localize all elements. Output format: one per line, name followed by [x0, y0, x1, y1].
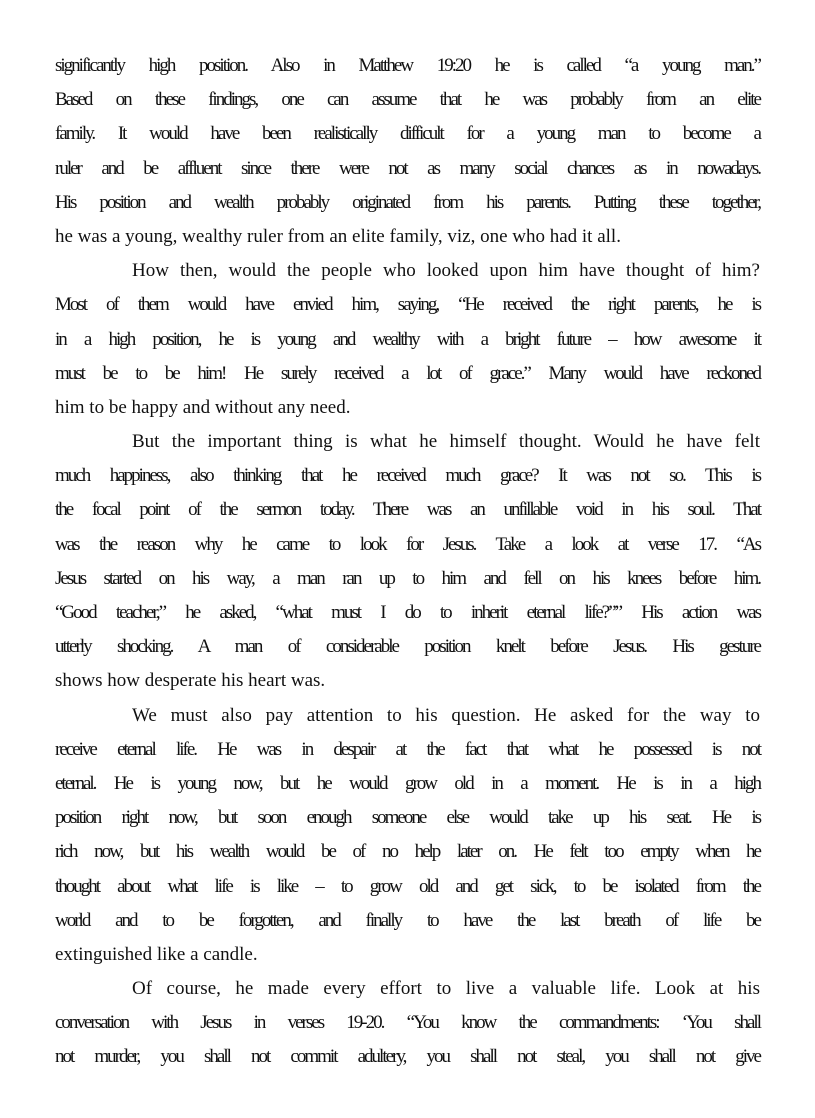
- text-line: thought about what life is like – to grow old and get sick, to be isolated from the: [55, 875, 760, 897]
- text-line: not murder, you shall not commit adultery, you shall not steal, you shall not give: [55, 1046, 760, 1068]
- text-line: Jesus started on his way, a man ran up to him and fell on his knees before him.: [55, 567, 760, 589]
- text-line: His position and wealth probably originated from his parents. Putting these together,: [55, 191, 760, 213]
- text-line: Most of them would have envied him, saying, “He received the right parents, he is: [55, 294, 760, 316]
- text-line: world and to be forgotten, and finally to have the last breath of life be: [55, 909, 760, 931]
- text-line: position right now, but soon enough someone else would take up his seat. He is: [55, 807, 760, 829]
- document-page: [55, 49, 760, 1075]
- text-line: much happiness, also thinking that he received much grace? It was not so. This is: [55, 465, 760, 487]
- text-line: eternal. He is young now, but he would grow old in a moment. He is in a high: [55, 772, 760, 794]
- text-line: Of course, he made every effort to live a valuable life. Look at his: [132, 978, 760, 1000]
- text-line: “Good teacher,” he asked, “what must I do to inherit eternal life?”” His action was: [55, 602, 760, 623]
- text-line: he was a young, wealthy ruler from an elite family, viz, one who had it all.: [55, 225, 621, 247]
- text-line: family. It would have been realistically difficult for a young man to become a: [55, 123, 760, 145]
- text-line: receive eternal life. He was in despair at the fact that what he possessed is not: [55, 738, 760, 760]
- text-line: rich now, but his wealth would be of no help later on. He felt too empty when he: [55, 841, 760, 863]
- text-line: How then, would the people who looked upon him have thought of him?: [132, 260, 760, 282]
- text-line: utterly shocking. A man of considerable position knelt before Jesus. His gesture: [55, 636, 760, 658]
- text-line: ruler and be affluent since there were not as many social chances as in nowadays.: [55, 157, 760, 179]
- text-line: was the reason why he came to look for Jesus. Take a look at verse 17. “As: [55, 533, 760, 555]
- paragraph-4: [55, 699, 760, 973]
- paragraph-1: [55, 49, 760, 254]
- paragraph-3: [55, 425, 760, 699]
- text-line: significantly high position. Also in Matthew 19:20 he is called “a young man.”: [55, 55, 760, 76]
- text-line: conversation with Jesus in verses 19-20. “You know the commandments: ‘You shall: [55, 1012, 760, 1034]
- text-line: him to be happy and without any need.: [55, 396, 351, 418]
- text-line: in a high position, he is young and wealthy with a bright future – how awesome it: [55, 328, 760, 350]
- text-line: Based on these findings, one can assume that he was probably from an elite: [55, 89, 760, 111]
- text-line: the focal point of the sermon today. There was an unfillable void in his soul. That: [55, 499, 760, 521]
- text-line: But the important thing is what he himself thought. Would he have felt: [132, 431, 760, 453]
- text-line: shows how desperate his heart was.: [55, 670, 326, 692]
- text-line: We must also pay attention to his question. He asked for the way to: [132, 704, 760, 726]
- text-line: extinguished like a candle.: [55, 943, 258, 965]
- text-line: must be to be him! He surely received a lot of grace.” Many would have reckoned: [55, 362, 760, 384]
- paragraph-5: [55, 972, 760, 1075]
- paragraph-2: [55, 254, 760, 425]
